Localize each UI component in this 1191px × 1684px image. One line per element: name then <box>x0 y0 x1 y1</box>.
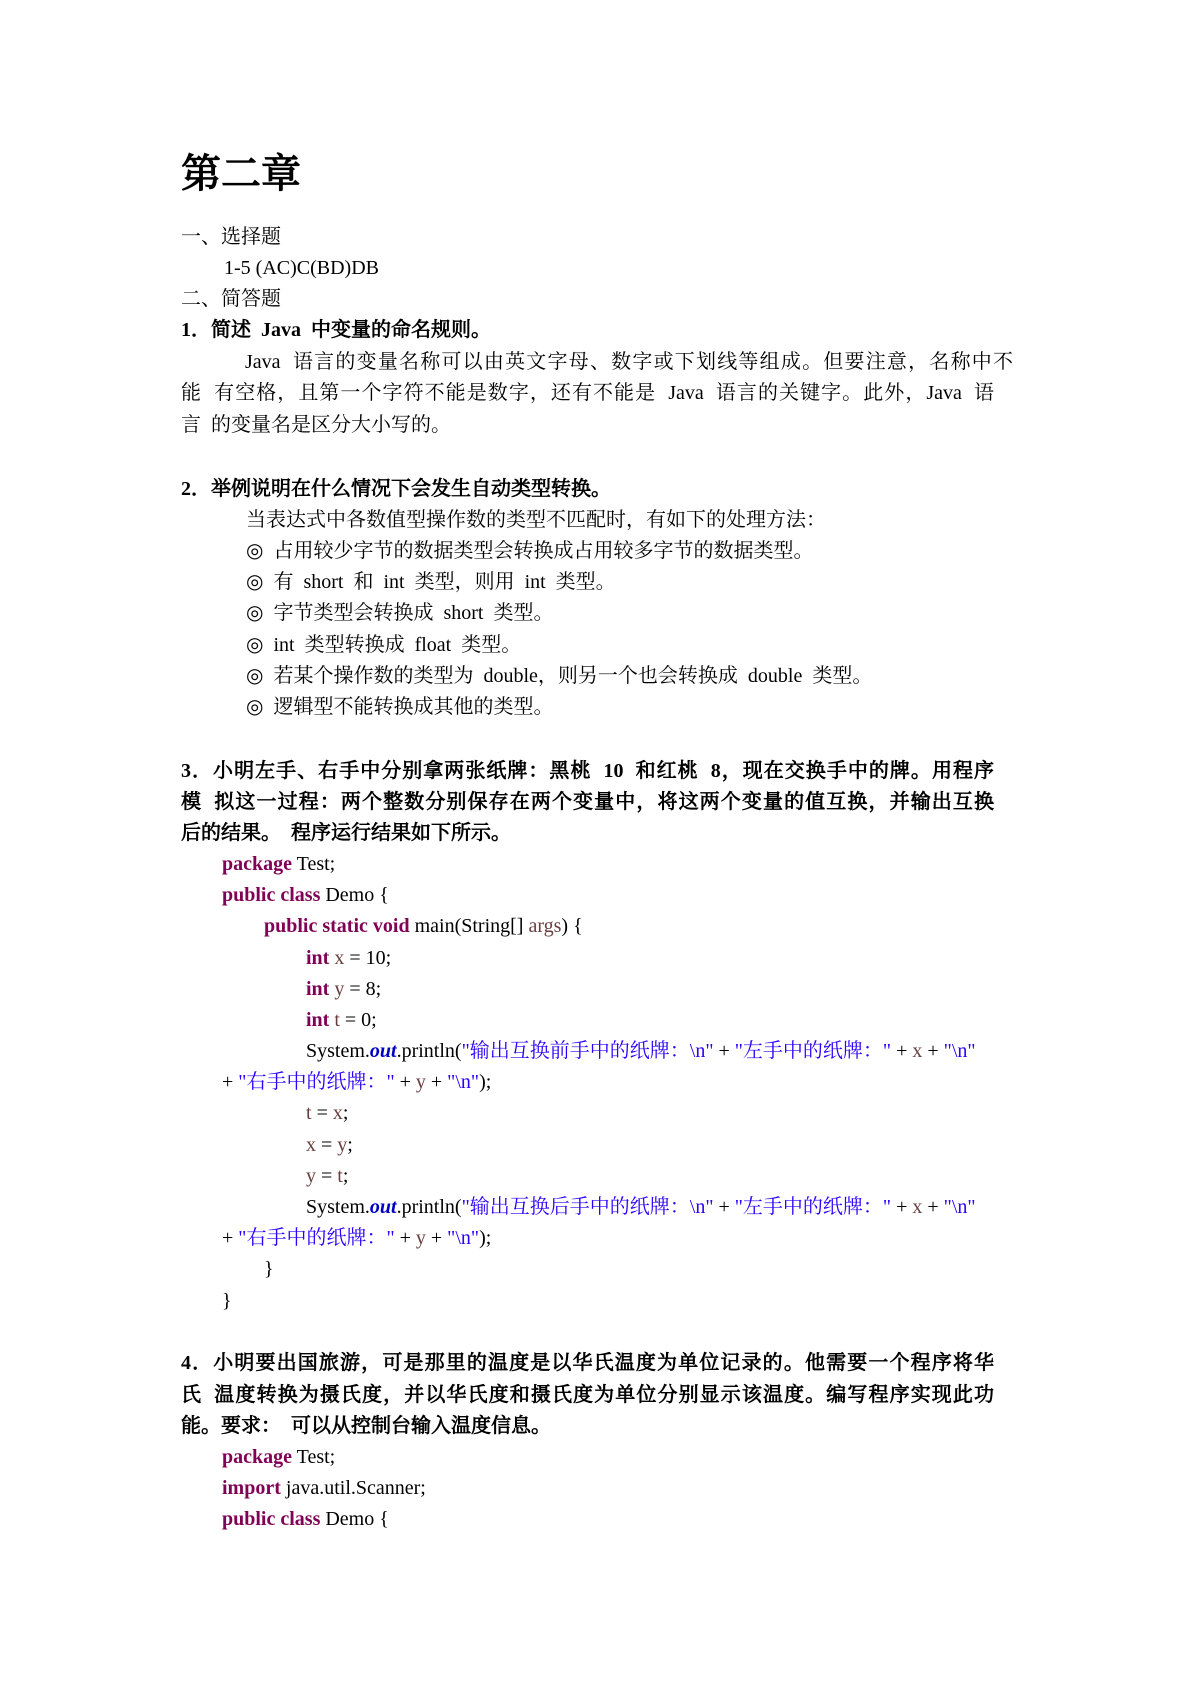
code-variable: args <box>528 915 562 937</box>
code-operator: + <box>394 1071 416 1093</box>
bullet-symbol: ◎ <box>246 634 264 656</box>
q1-title: 1．简述 Java 中变量的命名规则。 <box>181 319 491 341</box>
q1-body-line: 言 的变量名是区分大小写的。 <box>181 414 451 436</box>
code-static-field: out <box>369 1196 397 1218</box>
code-text: java.util.Scanner; <box>280 1477 426 1499</box>
code-text: ) { <box>561 915 583 937</box>
code-line-assign <box>306 1161 348 1192</box>
code-operator: + <box>425 1227 448 1249</box>
q4-title-line: 能。要求： 可以从控制台输入温度信息。 <box>181 1415 551 1437</box>
code-operator: = <box>316 1165 338 1187</box>
code-line-close-brace: } <box>264 1258 274 1280</box>
q4-title-line: 氏 温度转换为摄氏度，并以华氏度和摄氏度为单位分别显示该温度。编写程序实现此功 <box>181 1384 994 1406</box>
code-text: .println( <box>396 1196 462 1218</box>
code-text: ); <box>479 1227 492 1249</box>
keyword: public static void <box>264 915 410 937</box>
q3-title-line: 模 拟这一过程：两个整数分别保存在两个变量中，将这两个变量的值互换，并输出互换 <box>181 791 994 813</box>
code-line-println-after <box>306 1192 976 1223</box>
code-text: = 0; <box>339 1009 377 1031</box>
code-text: ; <box>342 1102 349 1124</box>
code-text: = 10; <box>344 947 392 969</box>
keyword: package <box>222 853 292 875</box>
code-text: ); <box>479 1071 492 1093</box>
code-line-assign <box>306 1130 353 1161</box>
code-string: "输出互换后手中的纸牌：\n" <box>461 1196 714 1218</box>
code-line-println-before <box>306 1036 976 1067</box>
code-operator: + <box>891 1040 913 1062</box>
code-string: "左手中的纸牌：" <box>734 1196 892 1218</box>
code-variable: y <box>306 1165 316 1187</box>
code-string: "右手中的纸牌：" <box>238 1227 395 1249</box>
q2-bullet-item <box>246 630 521 661</box>
code-text: ; <box>342 1165 349 1187</box>
code-text: System. <box>306 1196 370 1218</box>
code-operator: + <box>922 1196 944 1218</box>
code-line-main <box>264 911 583 942</box>
q2-bullet-item <box>246 598 553 629</box>
bullet-text: 字节类型会转换成 short 类型。 <box>273 602 554 624</box>
bullet-symbol: ◎ <box>246 540 264 562</box>
keyword: public class <box>222 884 321 906</box>
q2-bullet-item <box>246 692 553 723</box>
code-string: "\n" <box>447 1227 480 1249</box>
code-operator: + <box>922 1040 944 1062</box>
code-string: "左手中的纸牌：" <box>734 1040 892 1062</box>
bullet-symbol: ◎ <box>246 602 264 624</box>
code-text: main(String[] <box>409 915 529 937</box>
code-line-assign <box>306 1098 348 1129</box>
code-text: Test; <box>292 1446 336 1468</box>
code-variable: x <box>912 1040 923 1062</box>
keyword: import <box>222 1477 281 1499</box>
code-line-class <box>222 1504 389 1535</box>
bullet-symbol: ◎ <box>246 571 264 593</box>
code-variable: t <box>329 1009 340 1031</box>
code-operator: + <box>222 1227 239 1249</box>
code-operator: = <box>311 1102 333 1124</box>
q2-title: 2．举例说明在什么情况下会发生自动类型转换。 <box>181 478 611 500</box>
code-line-class <box>222 880 389 911</box>
code-operator: + <box>891 1196 913 1218</box>
code-operator: = <box>316 1134 338 1156</box>
code-line-import <box>222 1473 426 1504</box>
code-operator: + <box>222 1071 239 1093</box>
q2-bullet-item <box>246 661 872 692</box>
code-variable: y <box>329 978 345 1000</box>
code-text: ; <box>347 1134 353 1156</box>
bullet-text: int 类型转换成 float 类型。 <box>273 634 522 656</box>
code-variable: t <box>306 1102 312 1124</box>
q3-title-line: 后的结果。 程序运行结果如下所示。 <box>181 822 511 844</box>
code-line-package <box>222 1442 335 1473</box>
code-string: "右手中的纸牌：" <box>238 1071 395 1093</box>
code-string: "\n" <box>943 1196 976 1218</box>
code-variable: x <box>306 1134 316 1156</box>
q4-title-line: 4．小明要出国旅游，可是那里的温度是以华氏温度为单位记录的。他需要一个程序将华 <box>181 1352 994 1374</box>
code-variable: y <box>415 1071 426 1093</box>
q1-body-line: 能 有空格，且第一个字符不能是数字，还有不能是 Java 语言的关键字。此外，Java 语 <box>181 382 994 404</box>
code-line-println-after-cont <box>222 1223 491 1254</box>
code-line-package <box>222 849 335 880</box>
chapter-title: 第二章 <box>181 151 301 197</box>
code-operator: + <box>394 1227 416 1249</box>
code-string: "\n" <box>943 1040 976 1062</box>
keyword: int <box>306 1009 330 1031</box>
code-variable: x <box>329 947 345 969</box>
code-text: Test; <box>292 853 336 875</box>
bullet-text: 逻辑型不能转换成其他的类型。 <box>273 696 554 718</box>
section-short-answer-title: 二、简答题 <box>181 288 281 310</box>
q2-bullet-item <box>246 536 813 567</box>
code-line-decl-y <box>306 974 381 1005</box>
keyword: int <box>306 947 330 969</box>
bullet-text: 占用较少字节的数据类型会转换成占用较多字节的数据类型。 <box>273 540 814 562</box>
code-variable: x <box>332 1102 343 1124</box>
code-variable: t <box>337 1165 343 1187</box>
code-operator: + <box>713 1196 735 1218</box>
code-line-decl-t <box>306 1005 377 1036</box>
bullet-text: 有 short 和 int 类型，则用 int 类型。 <box>273 571 616 593</box>
q3-title-line: 3．小明左手、右手中分别拿两张纸牌：黑桃 10 和红桃 8，现在交换手中的牌。用程序 <box>181 760 994 782</box>
section-multiple-choice-title: 一、选择题 <box>181 226 281 248</box>
code-string: "\n" <box>447 1071 480 1093</box>
code-line-close-brace: } <box>222 1290 232 1312</box>
code-text: Demo { <box>320 1508 389 1530</box>
q1-body-line: Java 语言的变量名称可以由英文字母、数字或下划线等组成。但要注意，名称中不 <box>245 351 1013 373</box>
q2-intro: 当表达式中各数值型操作数的类型不匹配时，有如下的处理方法： <box>246 509 826 531</box>
code-variable: x <box>912 1196 923 1218</box>
keyword: package <box>222 1446 292 1468</box>
code-variable: y <box>337 1134 348 1156</box>
bullet-symbol: ◎ <box>246 665 264 687</box>
code-line-println-before-cont <box>222 1067 491 1098</box>
code-operator: + <box>713 1040 735 1062</box>
code-line-decl-x <box>306 943 391 974</box>
code-text: System. <box>306 1040 370 1062</box>
code-static-field: out <box>369 1040 397 1062</box>
multiple-choice-answers: 1-5 (AC)C(BD)DB <box>224 257 379 279</box>
keyword: public class <box>222 1508 321 1530</box>
q2-bullet-item <box>246 567 616 598</box>
bullet-text: 若某个操作数的类型为 double，则另一个也会转换成 double 类型。 <box>273 665 873 687</box>
code-text: Demo { <box>320 884 389 906</box>
code-variable: y <box>415 1227 426 1249</box>
keyword: int <box>306 978 330 1000</box>
code-string: "输出互换前手中的纸牌：\n" <box>461 1040 714 1062</box>
bullet-symbol: ◎ <box>246 696 264 718</box>
code-operator: + <box>425 1071 448 1093</box>
code-text: .println( <box>396 1040 462 1062</box>
code-text: = 8; <box>344 978 382 1000</box>
